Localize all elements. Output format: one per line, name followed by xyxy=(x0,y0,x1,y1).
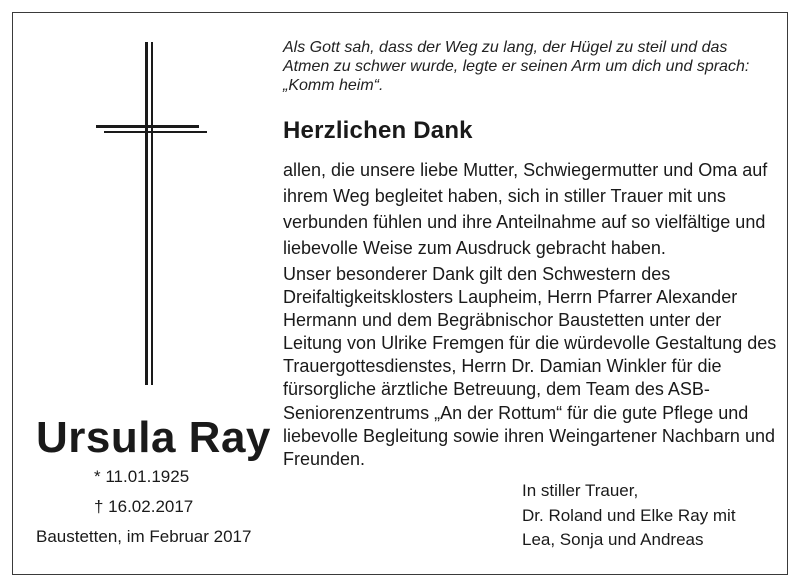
thanks-paragraph-2: Unser besonderer Dank gilt den Schwestern des Dreifaltigkeitsklosters Laupheim, Herrn Pfarrer Alexander Hermann und dem Begräbnischor Baustetten unter der Leitung von Ulrike Fremgen für die würdevolle Gestaltung des Trauergottesdienstes, Herrn Dr. Damian Winkler für die fürsorgliche ärztliche Betreuung, dem Team des ASB-Seniorenzentrums „An der Rottum“ für die gute Pflege und liebevolle Begleitung sowie ihren Weingartener Nachbarn und Freunden. xyxy=(283,264,777,469)
birth-date: * 11.01.1925 xyxy=(94,467,190,486)
thanks-heading: Herzlichen Dank xyxy=(283,117,473,144)
signature-line-3: Lea, Sonja und Andreas xyxy=(522,530,704,549)
thanks-paragraph-1: allen, die unsere liebe Mutter, Schwiegermutter und Oma auf ihrem Weg begleitet haben, sich in stiller Trauer mit uns verbunden fühlen und ihre Anteilnahme auf so vielfältige und liebevolle Weise zum Ausdruck gebracht haben. xyxy=(283,160,768,258)
signature-line-2: Dr. Roland und Elke Ray mit xyxy=(522,505,736,525)
deceased-name: Ursula Ray xyxy=(36,413,271,462)
signature-line-1: In stiller Trauer, xyxy=(522,481,639,500)
life-dates xyxy=(94,462,234,522)
death-date: † 16.02.2017 xyxy=(94,497,194,516)
memorial-quote: Als Gott sah, dass der Weg zu lang, der Hügel zu steil und das Atmen zu schwer wurde, legte er seinen Arm um dich und sprach: „Komm heim“. xyxy=(283,39,750,94)
signature-block xyxy=(522,479,736,553)
place-and-date: Baustetten, im Februar 2017 xyxy=(36,527,252,546)
